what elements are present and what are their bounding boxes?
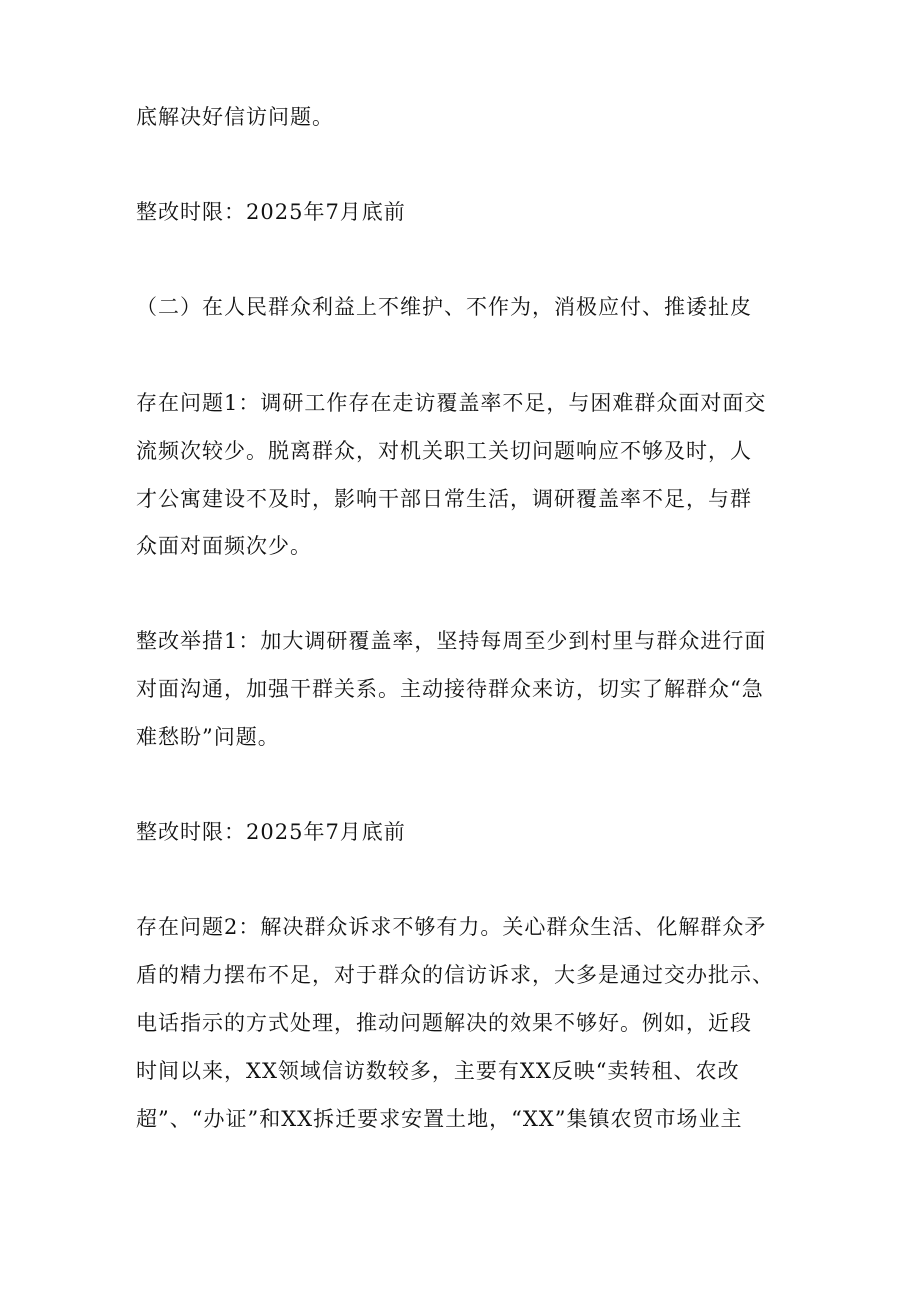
text-line: 才公寓建设不及时，影响干部日常生活，调研覆盖率不足，与群 — [136, 487, 752, 511]
text-line: 存在问题1：调研工作存在走访覆盖率不足，与困难群众面对面交 — [136, 391, 767, 415]
text-line: 对面沟通，加强干群关系。主动接待群众来访，切实了解群众“急 — [136, 677, 764, 701]
text-line: 盾的精力摆布不足，对于群众的信访诉求，大多是通过交办批示、 — [136, 963, 774, 987]
text-line: 整改时限：2025年7月底前 — [136, 200, 406, 224]
section-heading: （二）在人民群众利益上不维护、不作为，消极应付、推诿扯皮 — [136, 295, 752, 319]
text-line: 底解决好信访问题。 — [136, 105, 334, 129]
text-line: 众面对面频次少。 — [136, 534, 312, 558]
text-line: 整改时限：2025年7月底前 — [136, 820, 406, 844]
text-line: 整改举措1：加大调研覆盖率，坚持每周至少到村里与群众进行面 — [136, 629, 767, 653]
text-line: 超”、“办证”和XX拆迁要求安置土地，“XX”集镇农贸市场业主 — [136, 1107, 743, 1131]
text-line: 难愁盼”问题。 — [136, 725, 280, 749]
text-line: 时间以来，XX领域信访数较多，主要有XX反映“卖转租、农改 — [136, 1059, 740, 1083]
text-line: 存在问题2：解决群众诉求不够有力。关心群众生活、化解群众矛 — [136, 915, 767, 939]
text-line: 流频次较少。脱离群众，对机关职工关切问题响应不够及时，人 — [136, 439, 752, 463]
text-line: 电话指示的方式处理，推动问题解决的效果不够好。例如，近段 — [136, 1011, 752, 1035]
